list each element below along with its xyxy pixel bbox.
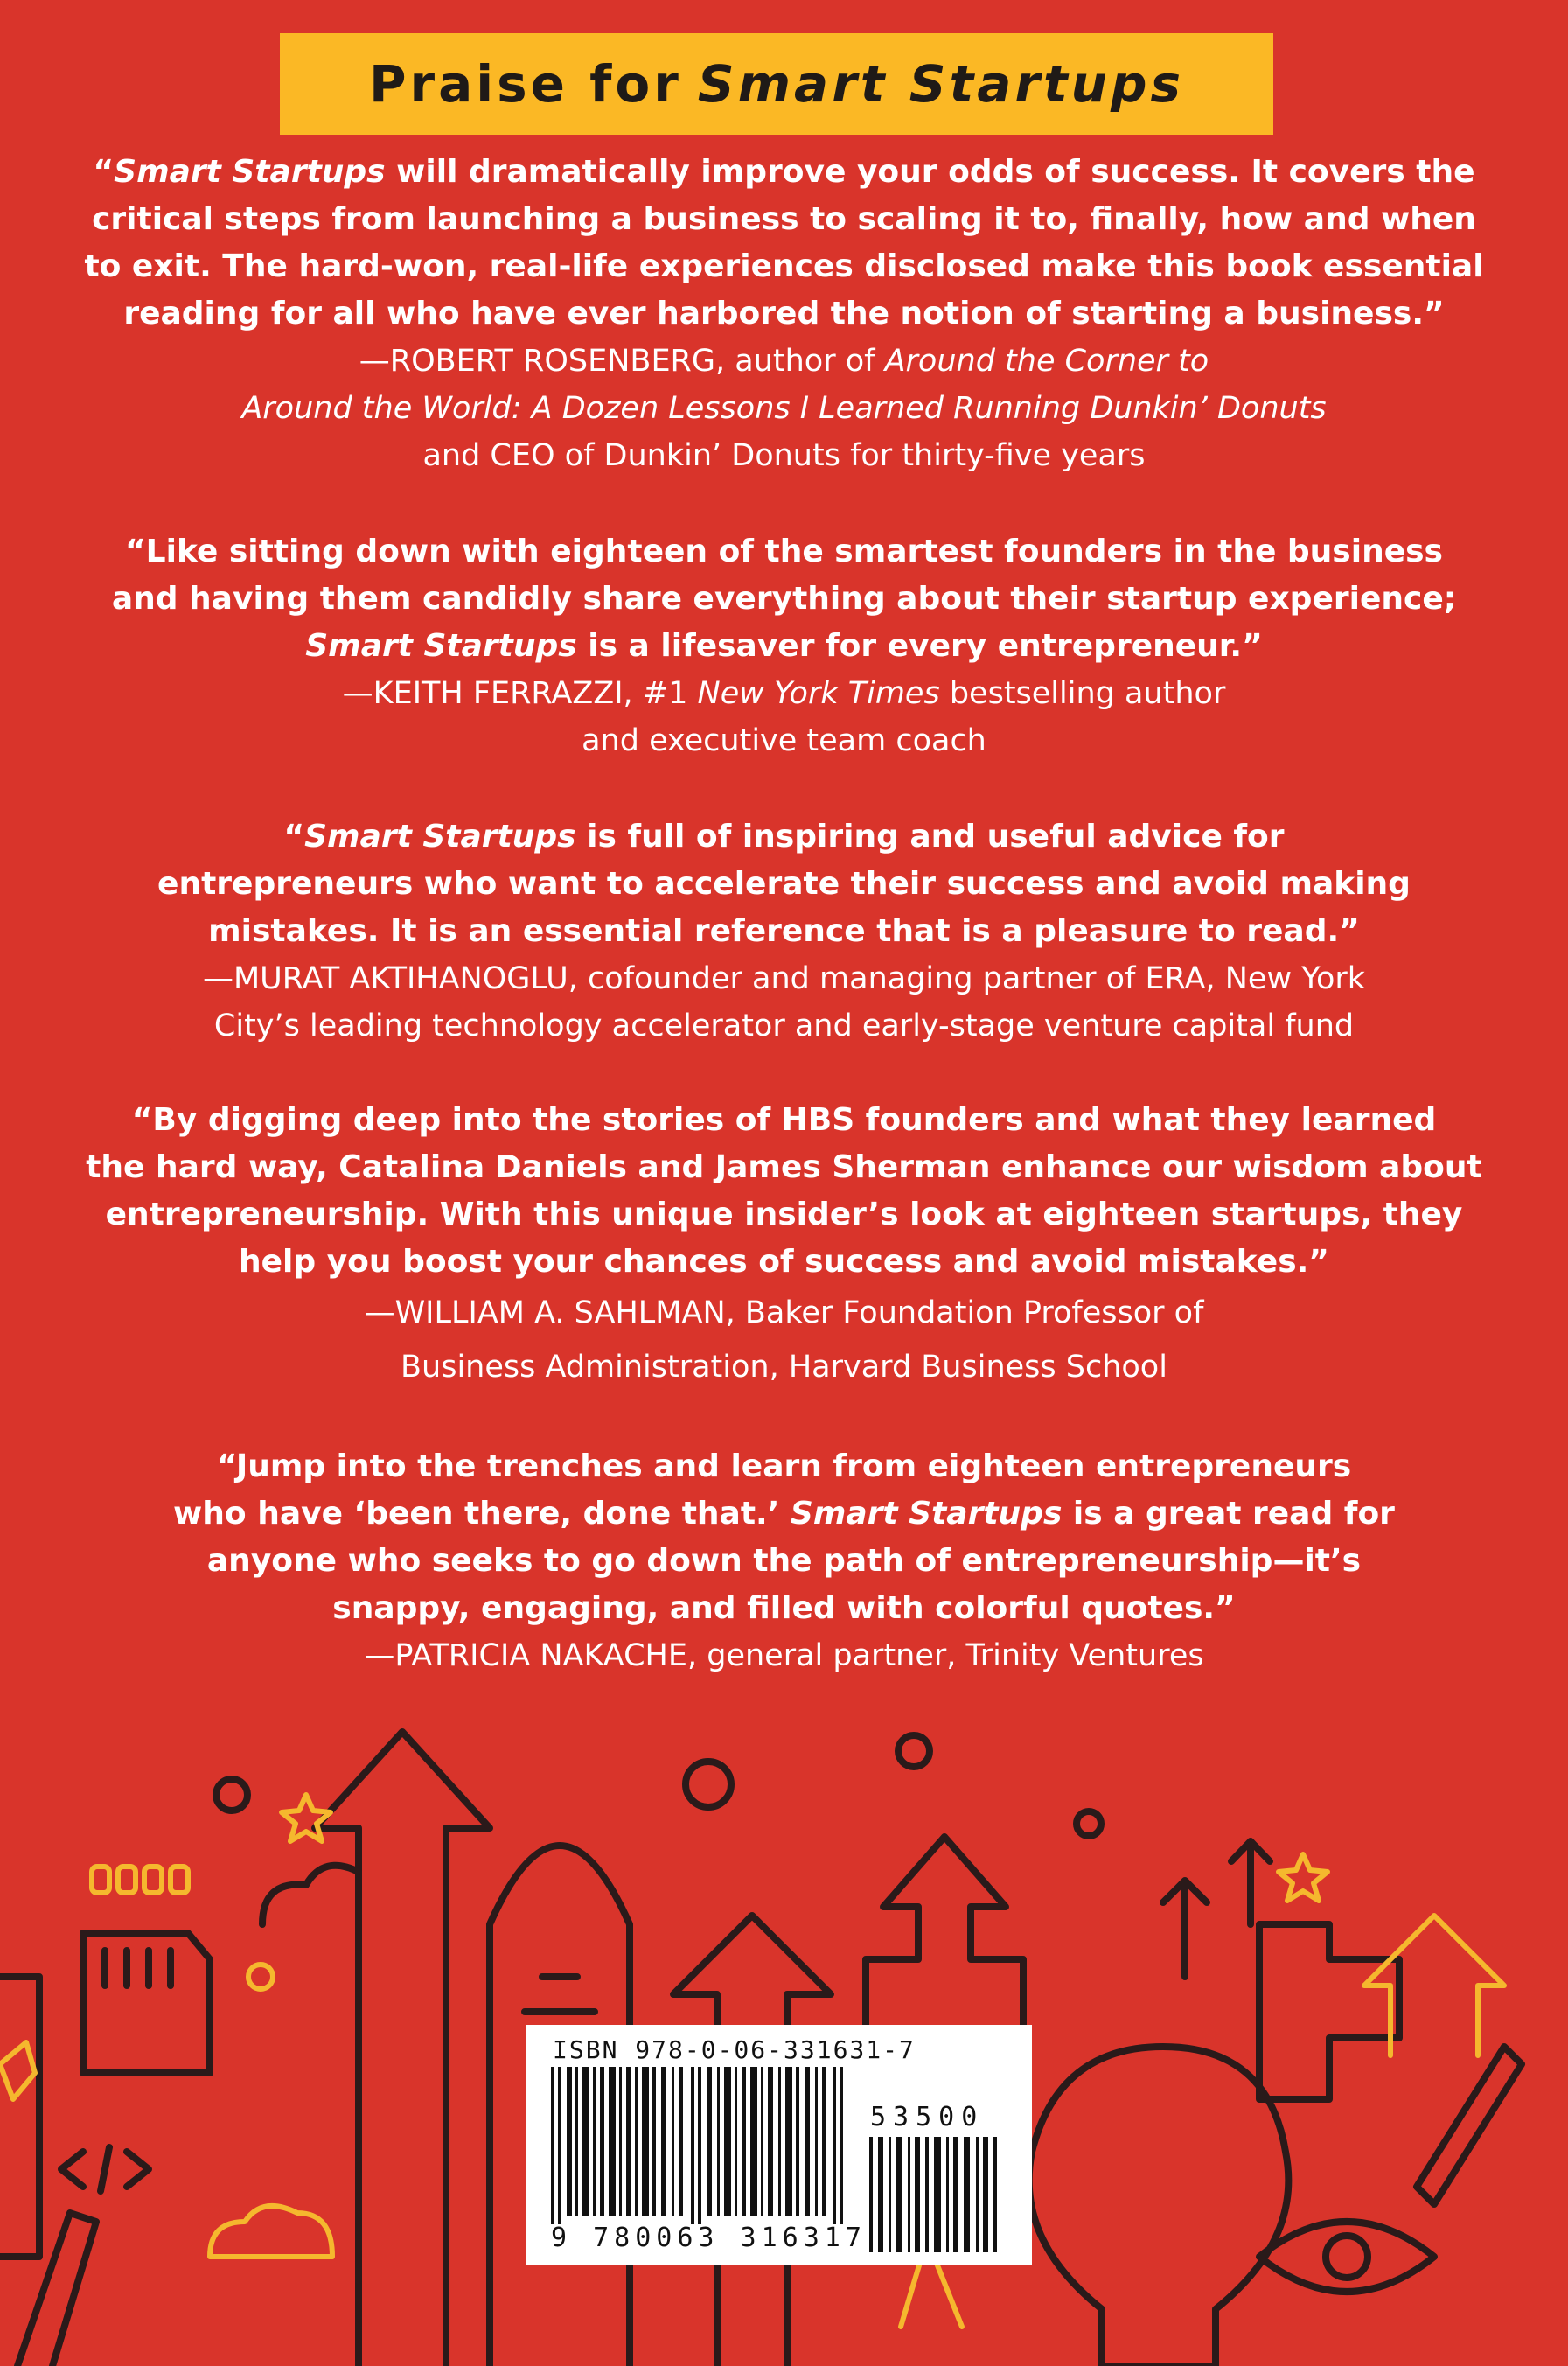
praise-quote: “Smart Startups is full of inspiring and useful advice for entrepreneurs who want to accelerate their success and avoid making mistakes. It is an essential reference that is a pleasure to read.” xyxy=(157,819,1411,949)
praise-1 xyxy=(52,149,1516,479)
praise-attribution: —PATRICIA NAKACHE, general partner, Trinity Ventures xyxy=(364,1638,1204,1673)
praise-attribution: —KEITH FERRAZZI, #1 New York Times bestselling author and executive team coach xyxy=(342,676,1226,758)
barcode-digits: 9 780063 316317 xyxy=(551,2223,867,2253)
barcode-bars xyxy=(551,2067,848,2224)
praise-4 xyxy=(52,1097,1516,1394)
praise-2 xyxy=(52,528,1516,764)
title-prefix: Praise for xyxy=(368,54,682,114)
isbn-barcode xyxy=(526,2025,1032,2265)
praise-attribution: —WILLIAM A. SAHLMAN, Baker Foundation Professor of Business Administration, Harvard Business School xyxy=(364,1295,1204,1385)
price-barcode-bars xyxy=(869,2137,1000,2252)
praise-quote: “Jump into the trenches and learn from eighteen entrepreneurs who have ‘been there, done that.’ Smart Startups is a great read for anyone who seeks to go down the path of entrepreneurship—it’s snappy, engaging, and filled with colorful quotes.” xyxy=(173,1448,1395,1626)
praise-3 xyxy=(52,813,1516,1050)
praise-quote: “Like sitting down with eighteen of the smartest founders in the business and having them candidly share everything about their startup experience; Smart Startups is a lifesaver for every entrepreneur.” xyxy=(111,534,1457,664)
praise-quote: “Smart Startups will dramatically improve your odds of success. It covers the critical steps from launching a business to scaling it to, finally, how and when to exit. The hard-won, real-life experiences disclosed make this book essential reading for all who have ever harbored the notion of starting a business.” xyxy=(84,154,1484,332)
isbn-label: ISBN 978-0-06-331631-7 xyxy=(553,2035,916,2064)
title-book: Smart Startups xyxy=(697,54,1185,114)
price-code: 53500 xyxy=(870,2102,985,2132)
praise-attribution: —MURAT AKTIHANOGLU, cofounder and managing partner of ERA, New York City’s leading technology accelerator and early-stage venture capital fund xyxy=(202,961,1366,1043)
praise-quote: “By digging deep into the stories of HBS founders and what they learned the hard way, Catalina Daniels and James Sherman enhance our wisdom about entrepreneurship. With this unique insider’s look at eighteen startups, they help you boost your chances of success and avoid mistakes.” xyxy=(86,1102,1482,1280)
praise-attribution: —ROBERT ROSENBERG, author of Around the Corner to Around the World: A Dozen Lessons I Learned Running Dunkin’ Donuts and CEO of Dunkin’ Donuts for thirty-five years xyxy=(241,344,1327,473)
title-banner xyxy=(280,33,1273,135)
praise-5 xyxy=(52,1443,1516,1679)
